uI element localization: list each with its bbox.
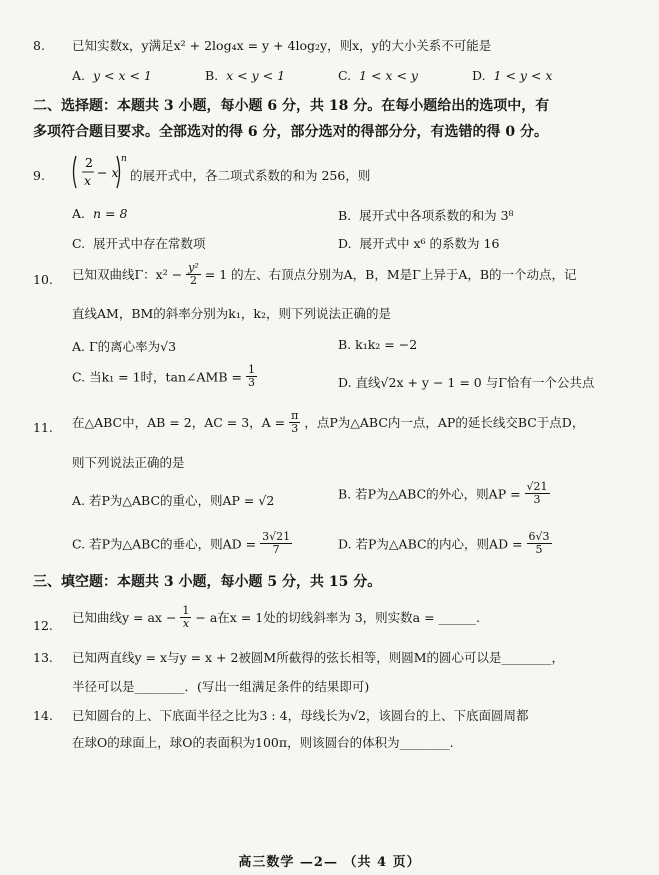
q11-option-d-fraction: $\frac{6√3}{5}$ (528, 530, 550, 557)
page-footer: 高三数学 —2— （共 4 页） (238, 855, 421, 870)
q10-stem-line2: 直线AM，BM的斜率分别为k₁，k₂，则下列说法正确的是 (72, 306, 391, 321)
q8-option-b: B. x < y < 1 (205, 68, 286, 83)
q11-angle-fraction: $\frac{\pi}{3}$ (291, 409, 299, 436)
svg-text:n: n (121, 154, 127, 164)
q12-number: 12. (33, 618, 53, 633)
q11-option-b-fraction: $\frac{√21}{3}$ (526, 480, 548, 507)
q11-option-c-fraction: $\frac{3√21}{7}$ (262, 530, 291, 557)
q8-option-c: C. 1 < x < y (338, 68, 418, 83)
section3-heading: 三、填空题：本题共 3 小题，每小题 5 分，共 15 分。 (33, 574, 382, 590)
q10-option-c: C. 当k₁ = 1时，tan∠AMB = $\frac{1}{3}$ (72, 363, 255, 390)
q10-number: 10. (33, 272, 53, 287)
q10-option-b: B. k₁k₂ = −2 (338, 337, 418, 352)
q12-fraction: $\frac{1}{x}$ (182, 604, 190, 631)
q10-option-c-fraction: $\frac{1}{3}$ (247, 363, 255, 390)
q8-stem: 已知实数x，y满足x² + 2log₄x = y + 4log₂y，则x，y的大小关系不可能是 (72, 38, 492, 53)
section2-heading-line1: 二、选择题：本题共 3 小题，每小题 6 分，共 18 分。在每小题给出的选项中，有 (33, 98, 550, 114)
q9-number: 9. (33, 168, 45, 183)
section2-heading-line2: 多项符合题目要求。全部选对的得 6 分，部分选对的得部分分，有选错的得 0 分。 (33, 124, 548, 140)
q13-line1: 已知两直线y = x与y = x + 2被圆M所截得的弦长相等，则圆M的圆心可以是________， (72, 650, 565, 665)
svg-text:2: 2 (85, 155, 93, 170)
q14-line1: 已知圆台的上、下底面半径之比为3 : 4，母线长为√2，该圆台的上、下底面圆周都 (72, 708, 529, 723)
q13-number: 13. (33, 650, 53, 665)
q11-option-b: B. 若P为△ABC的外心，则AP = $\frac{√21}{3}$ (338, 480, 548, 507)
q9-option-b: B. 展开式中各项系数的和为 3⁸ (338, 208, 514, 223)
q8-number: 8. (33, 38, 45, 53)
q11-option-c: C. 若P为△ABC的垂心，则AD = $\frac{3√21}{7}$ (72, 530, 291, 557)
q10-option-d: D. 直线√2x + y − 1 = 0 与Γ恰有一个公共点 (338, 375, 595, 390)
q10-option-a: A. Γ的离心率为√3 (72, 339, 177, 354)
svg-text:− x: − x (97, 165, 119, 180)
q10-stem-line1: 已知双曲线Γ：x² − $\frac{\text{y²}}{2}$ = 1 的左、右顶点分别为A，B，M是Γ上异于A，B的一个动点，记 (72, 261, 577, 288)
svg-text:x: x (84, 173, 92, 188)
q9-binomial-expression (70, 152, 128, 192)
q10-fraction: $\frac{\text{y²}}{2}$ (188, 261, 199, 288)
q8-option-d: D. 1 < y < x (472, 68, 553, 83)
q13-line2: 半径可以是________．(写出一组满足条件的结果即可) (72, 679, 370, 694)
q11-stem-line1: 在△ABC中，AB = 2，AC = 3，A = $\frac{\pi}{3}$ ，点P为△ABC内一点，AP的延长线交BC于点D， (72, 409, 585, 436)
q9-option-c: C. 展开式中存在常数项 (72, 236, 206, 251)
q12-stem: 已知曲线y = ax − $\frac{1}{x}$ − a在x = 1处的切线斜率为 3，则实数a = ______. (72, 604, 481, 631)
q11-option-a: A. 若P为△ABC的重心，则AP = √2 (72, 493, 275, 508)
q9-option-a: A. n = 8 (72, 206, 128, 221)
q11-option-d: D. 若P为△ABC的内心，则AD = $\frac{6√3}{5}$ (338, 530, 550, 557)
q14-line2: 在球O的球面上，球O的表面积为100π，则该圆台的体积为________. (72, 735, 454, 750)
q11-number: 11. (33, 420, 53, 435)
q9-stem-text: 的展开式中，各二项式系数的和为 256，则 (130, 168, 371, 183)
q8-option-a: A. y < x < 1 (72, 68, 152, 83)
q11-stem-line2: 则下列说法正确的是 (72, 455, 185, 470)
q14-number: 14. (33, 708, 53, 723)
q9-option-d: D. 展开式中 x⁶ 的系数为 16 (338, 236, 500, 251)
